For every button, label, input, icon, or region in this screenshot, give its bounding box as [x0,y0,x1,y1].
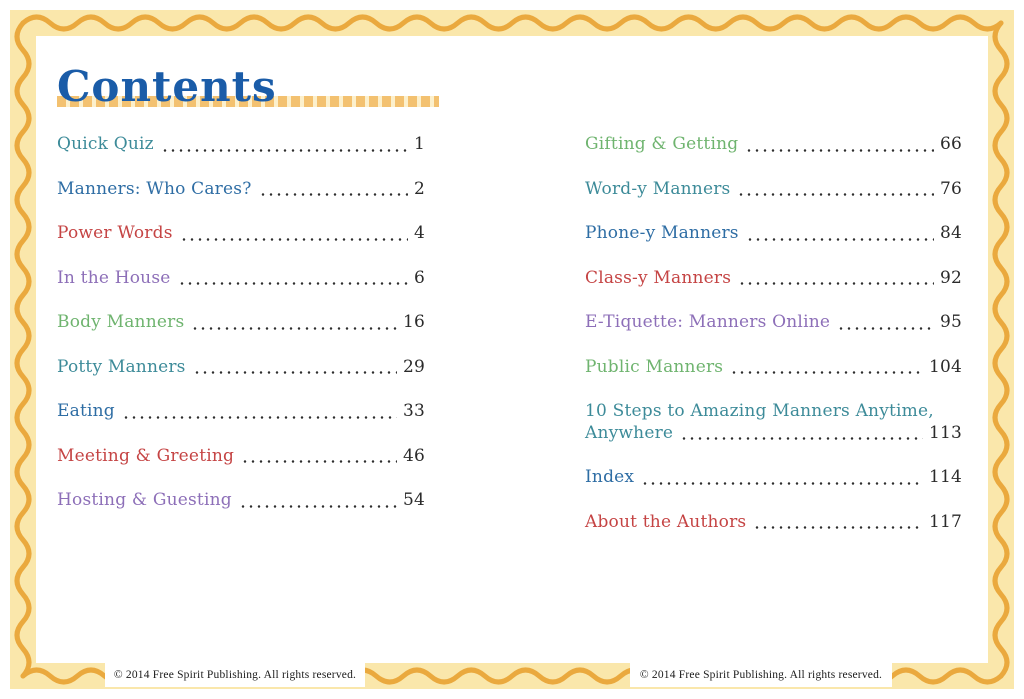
toc-entry-page: 113 [928,422,962,443]
toc-entry-page: 1 [413,134,425,154]
toc-entry [57,312,425,334]
toc-entry [585,312,962,334]
toc-entry-page: 29 [402,356,425,377]
toc-entry-title: Class-y Manners [585,267,732,288]
page-title: Contents [57,62,277,111]
toc-entry [585,467,962,489]
toc-entry [57,401,425,423]
toc-entry [585,134,962,156]
leader-dots [738,282,934,285]
toc-entry-title: Manners: Who Cares? [57,178,252,199]
wavy-border-top [23,17,1001,29]
leader-dots [730,371,923,374]
leader-dots [241,460,397,463]
toc-entry-page: 114 [928,467,962,487]
toc-entry-page: 66 [939,134,962,154]
leader-dots [737,193,933,196]
toc-entry-page: 95 [939,312,962,332]
toc-entry [57,490,425,512]
toc-entry [57,446,425,468]
toc-entry-page: 104 [928,356,962,377]
toc-entry [585,512,962,534]
toc-entry [57,223,425,245]
toc-entry [585,268,962,290]
toc-entry-title: Phone-y Manners [585,223,739,243]
toc-entry-page: 6 [413,267,425,288]
toc-entry-page: 76 [939,178,962,199]
toc-entry-title: Body Manners [57,312,185,332]
toc-entry-title: Public Manners [585,356,724,377]
leader-dots [753,526,923,529]
toc-entry [57,179,425,201]
leader-dots [161,149,408,152]
toc-entry-title: Potty Manners [57,356,186,377]
leader-dots [680,437,923,440]
leader-dots [837,327,934,330]
leader-dots [746,238,934,241]
toc-entry-title-line2: Anywhere [585,422,674,443]
toc-entry-title: Hosting & Guesting [57,490,232,510]
toc-entry-page: 33 [402,401,425,421]
toc-entry-page: 16 [402,312,425,332]
toc-entry-title: Gifting & Getting [585,134,739,154]
toc-entry [585,179,962,201]
toc-entry-title: About the Authors [585,511,747,532]
copyright-footer-right: © 2014 Free Spirit Publishing. All rights reserved. [630,662,892,687]
toc-column-right [585,134,962,556]
leader-dots [122,416,397,419]
toc-entry-title: Eating [57,401,115,421]
toc-entry-page: 46 [402,445,425,466]
toc-entry [57,268,425,290]
leader-dots [193,371,397,374]
leader-dots [239,505,397,508]
toc-entry-title: Index [585,467,635,487]
toc-entry-title: Word-y Manners [585,178,731,199]
toc-entry-title: In the House [57,267,171,288]
leader-dots [641,482,923,485]
toc-entry-title: Quick Quiz [57,134,154,154]
leader-dots [180,238,408,241]
toc-entry [585,401,962,444]
toc-entry [585,357,962,379]
toc-entry-page: 4 [413,223,425,243]
leader-dots [178,282,408,285]
toc-entry-title: Meeting & Greeting [57,445,235,466]
toc-entry-title: E-Tiquette: Manners Online [585,312,831,332]
toc-entry [585,223,962,245]
wavy-border-left [17,23,29,676]
toc-entry-page: 92 [939,267,962,288]
toc-entry-title: Power Words [57,223,173,243]
toc-entry-page: 84 [939,223,962,243]
toc-entry-page: 2 [413,178,425,199]
wavy-border-right [995,23,1007,676]
toc-column-left [57,134,425,535]
toc-entry-page: 117 [928,511,962,532]
leader-dots [191,327,397,330]
leader-dots [259,193,408,196]
toc-entry [57,357,425,379]
leader-dots [745,149,934,152]
toc-entry-page: 54 [402,490,425,510]
copyright-footer-left: © 2014 Free Spirit Publishing. All rights reserved. [105,662,365,687]
toc-entry-title-line1: 10 Steps to Amazing Manners Anytime, [585,401,934,421]
toc-entry [57,134,425,156]
